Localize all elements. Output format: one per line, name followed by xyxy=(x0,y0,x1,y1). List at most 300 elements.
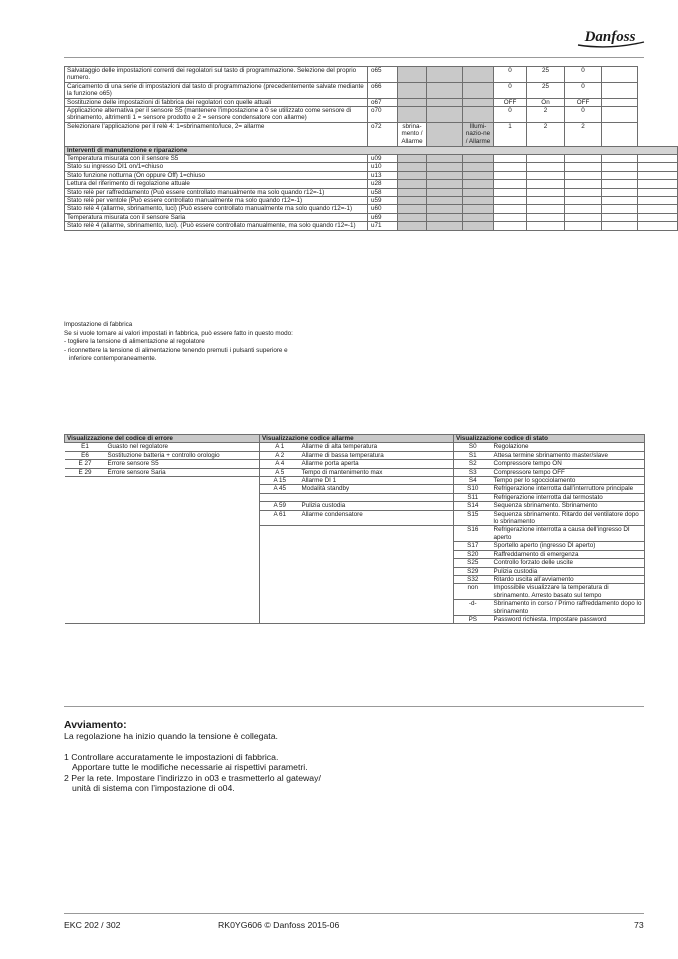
error-text: Errore sensore Saria xyxy=(106,468,260,476)
cell xyxy=(602,222,638,230)
table-row xyxy=(65,98,678,106)
cell xyxy=(398,188,427,196)
table-row xyxy=(65,567,645,575)
cell xyxy=(65,600,106,616)
factory-settings-note xyxy=(64,321,364,364)
cell xyxy=(260,615,300,623)
alarm-codes-header: Visualizzazione codice allarme xyxy=(260,435,454,443)
cell xyxy=(300,526,454,542)
alarm-text: Allarme porta aperta xyxy=(300,460,454,468)
cell xyxy=(300,584,454,600)
parameter-description: Temperatura misurata con il sensore S5 xyxy=(65,155,368,163)
cell xyxy=(494,188,527,196)
cell xyxy=(427,98,463,106)
alarm-code: A 45 xyxy=(260,485,300,493)
parameter-description: Lettura del riferimento di regolazione attuale xyxy=(65,180,368,188)
cell xyxy=(65,485,106,493)
factory-line: - riconnettere la tensione di alimentazione tenendo premuti i pulsanti superiore e xyxy=(64,346,288,354)
parameter-code: u71 xyxy=(368,222,398,230)
brand-name xyxy=(0,0,1,1)
cell xyxy=(106,550,260,558)
max-value: On xyxy=(527,98,565,106)
cell xyxy=(300,550,454,558)
status-text: Refrigerazione interrotta dall’interruttore principale xyxy=(492,485,645,493)
cell xyxy=(638,197,678,205)
status-code: S2 xyxy=(454,460,492,468)
status-text: Raffreddamento di emergenza xyxy=(492,550,645,558)
alarm-text: Allarme di alta temperatura xyxy=(300,443,454,451)
cell xyxy=(527,188,565,196)
cell xyxy=(638,171,678,179)
min-value: 0 xyxy=(494,82,527,98)
cell xyxy=(463,197,494,205)
status-code: S1 xyxy=(454,451,492,459)
default-value: 0 xyxy=(565,67,602,83)
svg-text:Danfoss: Danfoss xyxy=(584,29,636,45)
footer-model: EKC 202 / 302 xyxy=(64,920,121,930)
status-code: PS xyxy=(454,615,492,623)
cell xyxy=(602,67,638,83)
table-row xyxy=(65,559,645,567)
max-value: 2 xyxy=(527,122,565,146)
danfoss-logo xyxy=(574,24,646,50)
cell xyxy=(300,567,454,575)
parameter-description: Stato relè per ventole (Può essere controllato manualmente ma solo quando r12=-1) xyxy=(65,197,368,205)
cell xyxy=(463,205,494,213)
table-row xyxy=(65,477,645,485)
table-row xyxy=(65,82,678,98)
cell xyxy=(106,559,260,567)
status-text: Controllo forzato delle uscite xyxy=(492,559,645,567)
cell xyxy=(494,222,527,230)
cell xyxy=(300,559,454,567)
table-row xyxy=(65,155,678,163)
parameter-description: Stato funzione notturna (On oppure Off) 1=chiuso xyxy=(65,171,368,179)
cell xyxy=(463,222,494,230)
cell xyxy=(106,575,260,583)
startup-step-2: 2 Per la rete. Impostare l’indirizzo in o03 e trasmetterlo al gateway/ xyxy=(64,772,321,783)
cell xyxy=(463,180,494,188)
status-text: Pulizia custodia xyxy=(492,567,645,575)
parameter-code: u60 xyxy=(368,205,398,213)
cell xyxy=(260,600,300,616)
cell xyxy=(300,615,454,623)
cell xyxy=(494,180,527,188)
min-value: 0 xyxy=(494,67,527,83)
cell xyxy=(565,155,602,163)
cell xyxy=(463,98,494,106)
status-text: Password richiesta. Impostare password xyxy=(492,615,645,623)
alarm-text: Modalità standby xyxy=(300,485,454,493)
cell xyxy=(565,213,602,221)
cell xyxy=(65,477,106,485)
cell xyxy=(398,155,427,163)
table-row xyxy=(65,584,645,600)
cell xyxy=(427,197,463,205)
table-row xyxy=(65,188,678,196)
parameter-description: Applicazione alternativa per il sensore S5 (mantenere l’impostazione a 0 se utilizzato come sensore di sbrinamento, altrimenti 1 = sensore prodotto e 2 = sensore condensatore con allarme) xyxy=(65,107,368,123)
cell xyxy=(527,213,565,221)
alarm-text: Pulizia custodia xyxy=(300,502,454,510)
cell xyxy=(494,197,527,205)
alarm-text: Allarme di bassa temperatura xyxy=(300,451,454,459)
table-row xyxy=(65,615,645,623)
cell xyxy=(602,188,638,196)
status-text: Attesa termine sbrinamento master/slave xyxy=(492,451,645,459)
parameter-code: u09 xyxy=(368,155,398,163)
status-code: S29 xyxy=(454,567,492,575)
cell xyxy=(65,550,106,558)
cell xyxy=(65,615,106,623)
table-row xyxy=(65,510,645,526)
cell xyxy=(638,213,678,221)
alarm-code: A 15 xyxy=(260,477,300,485)
default-value: 2 xyxy=(565,122,602,146)
alarm-code: A 4 xyxy=(260,460,300,468)
status-text: Sequenza sbrinamento. Sbrinamento xyxy=(492,502,645,510)
cell xyxy=(463,82,494,98)
cell xyxy=(398,171,427,179)
cell xyxy=(106,477,260,485)
cell xyxy=(398,222,427,230)
cell xyxy=(398,213,427,221)
footer-divider xyxy=(64,913,644,914)
cell xyxy=(527,205,565,213)
status-text: Tempo per lo sgocciolamento xyxy=(492,477,645,485)
table-row xyxy=(65,443,645,451)
cell xyxy=(565,188,602,196)
cell xyxy=(65,575,106,583)
table-row xyxy=(65,67,678,83)
cell xyxy=(463,213,494,221)
cell xyxy=(638,222,678,230)
cell xyxy=(106,615,260,623)
cell xyxy=(638,163,678,171)
table-row xyxy=(65,468,645,476)
cell xyxy=(527,171,565,179)
table-row xyxy=(65,542,645,550)
max-value: 2 xyxy=(527,107,565,123)
factory-line: Se si vuole tornare ai valori impostati in fabbrica, può essere fatto in questo modo: xyxy=(64,329,293,337)
option-label: Illumi-nazio-ne / Allarme xyxy=(463,122,494,146)
alarm-code: A 59 xyxy=(260,502,300,510)
status-code: S0 xyxy=(454,443,492,451)
cell xyxy=(602,107,638,123)
cell xyxy=(427,107,463,123)
cell xyxy=(106,542,260,550)
parameter-table xyxy=(64,66,678,231)
status-code: S32 xyxy=(454,575,492,583)
cell xyxy=(300,493,454,501)
cell xyxy=(398,67,427,83)
cell xyxy=(494,213,527,221)
default-value: 0 xyxy=(565,82,602,98)
section-title: Interventi di manutenzione e riparazione xyxy=(65,146,678,154)
table-row xyxy=(65,122,678,146)
cell xyxy=(427,122,463,146)
cell xyxy=(106,600,260,616)
cell xyxy=(398,197,427,205)
parameter-description: Stato relè 4 (allarme, sbrinamento, luci). (Può essere controllato manualmente, ma solo quando r12=-1) xyxy=(65,222,368,230)
cell xyxy=(65,526,106,542)
cell xyxy=(106,584,260,600)
cell xyxy=(527,163,565,171)
cell xyxy=(65,559,106,567)
cell xyxy=(638,180,678,188)
cell xyxy=(527,197,565,205)
alarm-code: A 2 xyxy=(260,451,300,459)
cell xyxy=(565,180,602,188)
status-code: -d- xyxy=(454,600,492,616)
error-text: Errore sensore S5 xyxy=(106,460,260,468)
cell xyxy=(494,163,527,171)
alarm-text: Allarme DI 1 xyxy=(300,477,454,485)
cell xyxy=(527,222,565,230)
cell xyxy=(260,567,300,575)
cell xyxy=(398,163,427,171)
startup-step-1-detail: Apportare tutte le modifiche necessarie ai rispettivi parametri. xyxy=(72,762,308,773)
min-value: 0 xyxy=(494,107,527,123)
table-row xyxy=(65,451,645,459)
parameter-description: Temperatura misurata con il sensore Saria xyxy=(65,213,368,221)
parameter-description: Sostituzione delle impostazioni di fabbrica dei regolatori con quelle attuali xyxy=(65,98,368,106)
cell xyxy=(106,493,260,501)
cell xyxy=(494,205,527,213)
error-text: Sostituzione batteria + controllo orologio xyxy=(106,451,260,459)
cell xyxy=(398,180,427,188)
table-row xyxy=(65,222,678,230)
cell xyxy=(638,188,678,196)
cell xyxy=(463,163,494,171)
table-row xyxy=(65,107,678,123)
cell xyxy=(260,542,300,550)
cell xyxy=(602,213,638,221)
cell xyxy=(427,213,463,221)
status-codes-header: Visualizzazione codice di stato xyxy=(454,435,645,443)
parameter-code: u59 xyxy=(368,197,398,205)
cell xyxy=(463,107,494,123)
cell xyxy=(106,485,260,493)
status-text: Compressore tempo OFF xyxy=(492,468,645,476)
header-divider xyxy=(64,57,644,58)
cell xyxy=(427,171,463,179)
table-row xyxy=(65,163,678,171)
startup-step-1: 1 Controllare accuratamente le impostazioni di fabbrica. xyxy=(64,751,279,762)
cell xyxy=(260,493,300,501)
status-text: Ritardo uscita all’avviamento xyxy=(492,575,645,583)
cell xyxy=(65,567,106,575)
cell xyxy=(65,542,106,550)
cell xyxy=(300,600,454,616)
footer-reference: RK0YG606 © Danfoss 2015-06 xyxy=(218,920,340,930)
section-divider xyxy=(64,706,644,707)
min-value: 1 xyxy=(494,122,527,146)
cell xyxy=(260,575,300,583)
error-codes-header: Visualizzazione del codice di errore xyxy=(65,435,260,443)
cell xyxy=(300,542,454,550)
table-row xyxy=(65,171,678,179)
cell xyxy=(602,155,638,163)
cell xyxy=(427,205,463,213)
startup-title: Avviamento: xyxy=(64,719,127,731)
status-code: S10 xyxy=(454,485,492,493)
parameter-code: u69 xyxy=(368,213,398,221)
factory-line: inferiore contemporaneamente. xyxy=(69,355,157,363)
cell xyxy=(463,155,494,163)
cell xyxy=(106,510,260,526)
table-row xyxy=(65,180,678,188)
cell xyxy=(398,107,427,123)
cell xyxy=(260,550,300,558)
status-text: Compressore tempo ON xyxy=(492,460,645,468)
parameter-description: Salvataggio delle impostazioni correnti dei regolatori sul tasto di programmazione. Selezione del proprio numero. xyxy=(65,67,368,83)
cell xyxy=(427,67,463,83)
parameter-code: o67 xyxy=(368,98,398,106)
min-value: OFF xyxy=(494,98,527,106)
status-code: S15 xyxy=(454,510,492,526)
startup-step-2-detail: unità di sistema con l’impostazione di o04. xyxy=(72,783,235,794)
default-value: OFF xyxy=(565,98,602,106)
status-text: Impossibile visualizzare la temperatura di sbrinamento. Arresto basato sul tempo xyxy=(492,584,645,600)
cell xyxy=(463,171,494,179)
cell xyxy=(65,502,106,510)
status-code: S20 xyxy=(454,550,492,558)
startup-section xyxy=(64,719,394,794)
table-row xyxy=(65,600,645,616)
parameter-code: o65 xyxy=(368,67,398,83)
cell xyxy=(463,188,494,196)
startup-intro: La regolazione ha inizio quando la tensione è collegata. xyxy=(64,731,278,741)
parameter-description: Stato su ingresso DI1 on/1=chiuso xyxy=(65,163,368,171)
status-code: S16 xyxy=(454,526,492,542)
cell xyxy=(427,188,463,196)
cell xyxy=(260,584,300,600)
cell xyxy=(427,155,463,163)
error-code: E 29 xyxy=(65,468,106,476)
factory-title: Impostazione di fabbrica xyxy=(64,321,133,328)
status-code: S17 xyxy=(454,542,492,550)
alarm-code: A 61 xyxy=(260,510,300,526)
status-code: S3 xyxy=(454,468,492,476)
parameter-description: Caricamento di una serie di impostazioni dal tasto di programmazione (precedentemente salvate mediante la funzione o65) xyxy=(65,82,368,98)
cell xyxy=(638,155,678,163)
cell xyxy=(565,205,602,213)
parameter-code: u13 xyxy=(368,171,398,179)
cell xyxy=(106,502,260,510)
parameter-code: u10 xyxy=(368,163,398,171)
factory-line: - togliere la tensione di alimentazione al regolatore xyxy=(64,338,205,346)
parameter-code: o72 xyxy=(368,122,398,146)
cell xyxy=(65,493,106,501)
table-row xyxy=(65,493,645,501)
cell xyxy=(602,163,638,171)
max-value: 25 xyxy=(527,67,565,83)
default-value: 0 xyxy=(565,107,602,123)
cell xyxy=(565,163,602,171)
cell xyxy=(602,197,638,205)
cell xyxy=(65,510,106,526)
cell xyxy=(602,122,638,146)
status-code: S4 xyxy=(454,477,492,485)
parameter-code: u28 xyxy=(368,180,398,188)
error-text: Guasto nel regolatore xyxy=(106,443,260,451)
status-text: Refrigerazione interrotta dal termostato xyxy=(492,493,645,501)
cell xyxy=(463,67,494,83)
cell xyxy=(398,98,427,106)
cell xyxy=(260,559,300,567)
parameter-code: o70 xyxy=(368,107,398,123)
codes-table xyxy=(64,434,645,624)
cell xyxy=(260,526,300,542)
status-code: S25 xyxy=(454,559,492,567)
alarm-code: A 5 xyxy=(260,468,300,476)
table-row xyxy=(65,526,645,542)
option-label: sbrina-mento / Allarme xyxy=(398,122,427,146)
cell xyxy=(565,222,602,230)
status-text: Refrigerazione interrotta a causa dell’ingresso DI aperto xyxy=(492,526,645,542)
parameter-code: u58 xyxy=(368,188,398,196)
cell xyxy=(65,584,106,600)
status-text: Sbrinamento in corso / Primo raffreddamento dopo lo sbrinamento xyxy=(492,600,645,616)
cell xyxy=(300,575,454,583)
page-number: 73 xyxy=(634,920,644,930)
cell xyxy=(527,155,565,163)
status-code: S11 xyxy=(454,493,492,501)
table-row xyxy=(65,502,645,510)
cell xyxy=(427,82,463,98)
cell xyxy=(602,180,638,188)
cell xyxy=(638,205,678,213)
table-row xyxy=(65,197,678,205)
status-code: S14 xyxy=(454,502,492,510)
cell xyxy=(527,180,565,188)
table-row xyxy=(65,213,678,221)
cell xyxy=(427,222,463,230)
table-row xyxy=(65,460,645,468)
table-row xyxy=(65,485,645,493)
table-row xyxy=(65,575,645,583)
max-value: 25 xyxy=(527,82,565,98)
cell xyxy=(427,163,463,171)
alarm-code: A 1 xyxy=(260,443,300,451)
parameter-code: o66 xyxy=(368,82,398,98)
parameter-description: Stato relè 4 (allarme, sbrinamento, luci) (Può essere controllato manualmente ma solo quando r12=-1) xyxy=(65,205,368,213)
cell xyxy=(398,82,427,98)
status-text: Sequenza sbrinamento. Ritardo del ventilatore dopo lo sbrinamento xyxy=(492,510,645,526)
alarm-text: Allarme condensatore xyxy=(300,510,454,526)
table-row xyxy=(65,550,645,558)
cell xyxy=(602,98,638,106)
status-text: Regolazione xyxy=(492,443,645,451)
alarm-text: Tempo di mantenimento max xyxy=(300,468,454,476)
cell xyxy=(427,180,463,188)
cell xyxy=(106,526,260,542)
error-code: E 27 xyxy=(65,460,106,468)
status-code: non xyxy=(454,584,492,600)
cell xyxy=(565,171,602,179)
cell xyxy=(106,567,260,575)
error-code: E1 xyxy=(65,443,106,451)
section-row xyxy=(65,146,678,154)
cell xyxy=(602,82,638,98)
parameter-description: Stato relè per raffreddamento (Può essere controllato manualmente ma solo quando r12=-1) xyxy=(65,188,368,196)
parameter-description: Selezionare l’applicazione per il relè 4: 1=sbrinamento/luce, 2= allarme xyxy=(65,122,368,146)
cell xyxy=(565,197,602,205)
cell xyxy=(494,171,527,179)
cell xyxy=(398,205,427,213)
error-code: E6 xyxy=(65,451,106,459)
status-text: Sportello aperto (ingresso DI aperto) xyxy=(492,542,645,550)
